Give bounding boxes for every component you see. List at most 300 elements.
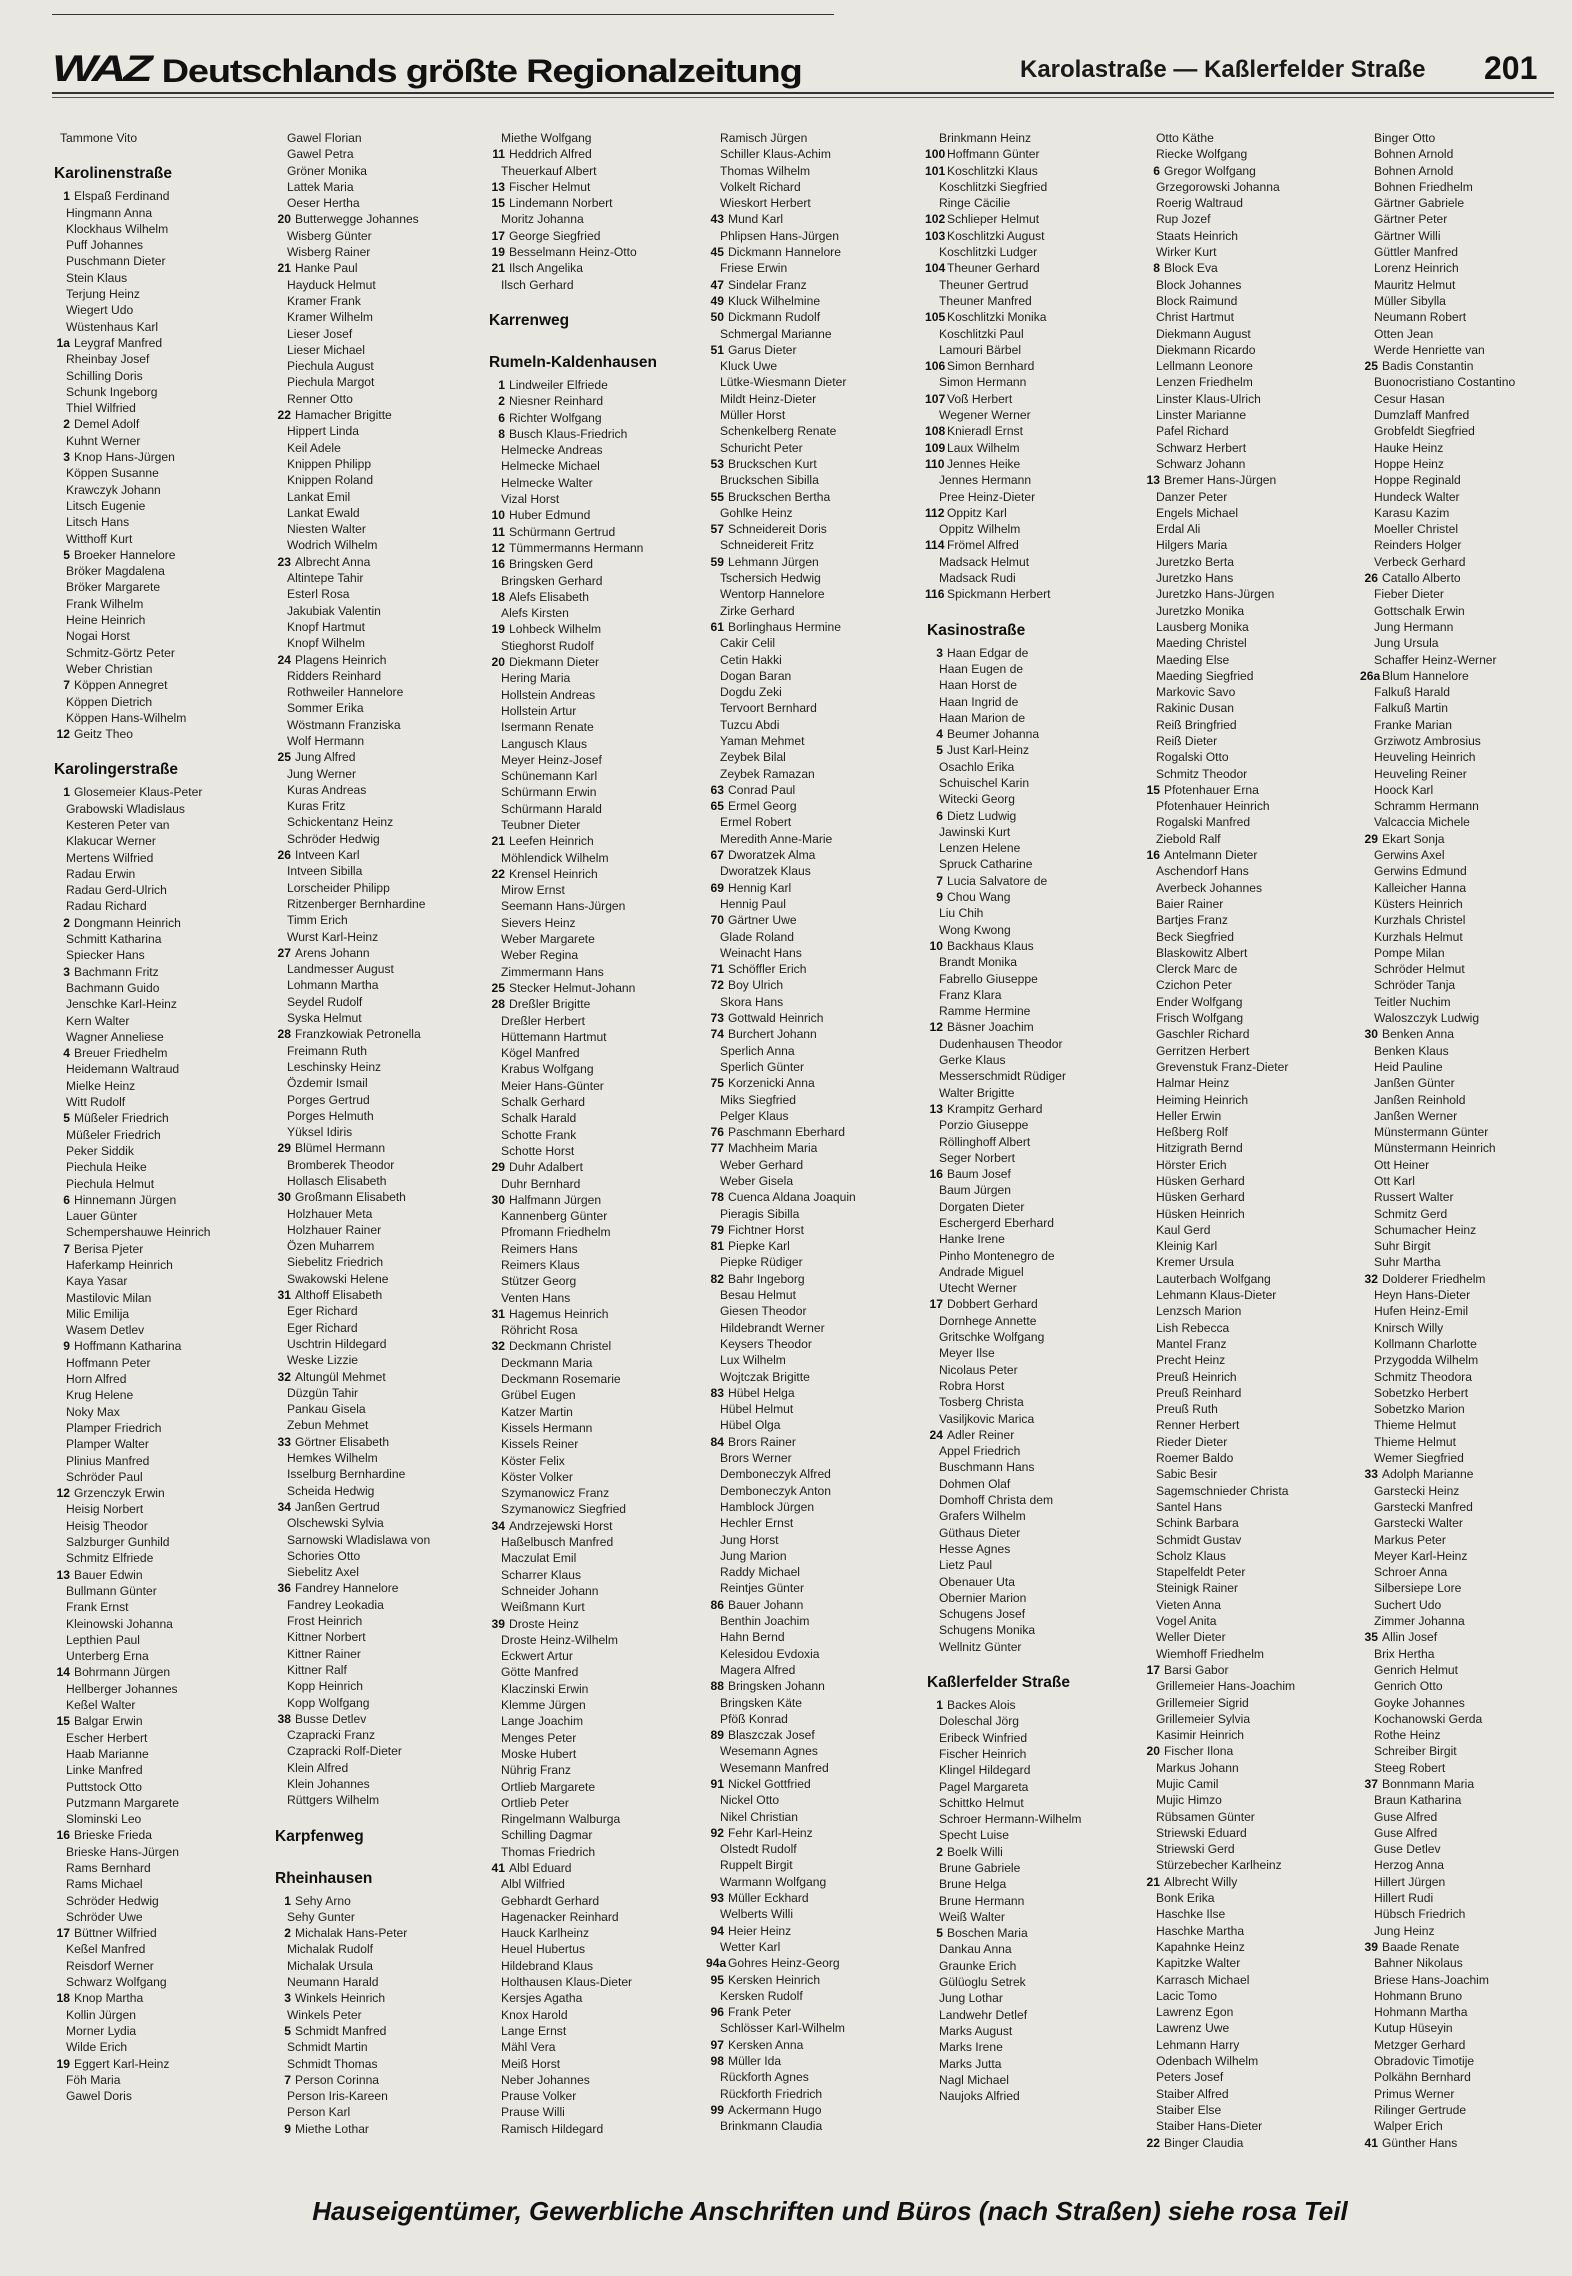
resident-entry	[706, 423, 911, 439]
resident-name: Hinnemann Jürgen	[74, 1192, 177, 1207]
resident-name: Haschke Ilse	[1156, 1907, 1226, 1922]
resident-entry	[706, 1939, 911, 1955]
resident-entry	[706, 603, 911, 619]
resident-entry	[487, 1811, 692, 1827]
resident-name: Lange Ernst	[501, 2023, 567, 2038]
resident-entry	[925, 163, 1130, 179]
resident-name: Deckmann Maria	[501, 1355, 593, 1370]
resident-entry	[706, 1809, 911, 1825]
resident-name: Briese Hans-Joachim	[1374, 1972, 1489, 1987]
resident-name: Frank Peter	[728, 2005, 792, 2020]
resident-entry	[1142, 1043, 1347, 1059]
resident-name: Morner Lydia	[66, 2023, 137, 2038]
resident-name: Haan Edgar de	[947, 645, 1029, 660]
resident-entry	[1360, 603, 1565, 619]
resident-entry	[487, 1713, 692, 1729]
street-range: Karolastraße — Kaßlerfelder Straße	[1020, 56, 1426, 83]
resident-name: Meier Hans-Günter	[501, 1078, 604, 1093]
resident-entry	[1142, 684, 1347, 700]
resident-entry	[706, 1466, 911, 1482]
resident-name: Spickmann Herbert	[947, 587, 1051, 602]
resident-entry	[52, 1159, 257, 1175]
resident-name: Syska Helmut	[287, 1011, 362, 1026]
resident-entry	[273, 1222, 478, 1238]
resident-name: Madsack Helmut	[939, 554, 1030, 569]
resident-name: Thieme Helmut	[1374, 1418, 1456, 1433]
resident-name: Glade Roland	[720, 929, 794, 944]
resident-entry	[706, 1124, 911, 1140]
resident-entry	[1142, 1695, 1347, 1711]
resident-name: Blümel Hermann	[295, 1141, 386, 1156]
resident-name: Nikel Christian	[720, 1809, 798, 1824]
resident-entry	[487, 393, 692, 409]
resident-name: Bringsken Käte	[720, 1695, 803, 1710]
house-number: 5	[63, 1111, 70, 1126]
resident-entry	[1360, 2135, 1565, 2151]
resident-entry	[273, 1760, 478, 1776]
house-number: 13	[491, 179, 505, 194]
house-number: 29	[277, 1141, 291, 1156]
resident-entry	[1360, 309, 1565, 325]
resident-name: Hauke Heinz	[1374, 440, 1444, 455]
resident-name: Holzhauer Rainer	[287, 1222, 382, 1237]
resident-name: Hundeck Walter	[1374, 489, 1460, 504]
resident-entry	[487, 377, 692, 393]
resident-name: Juretzko Monika	[1156, 603, 1245, 618]
resident-name: Riecke Wolfgang	[1156, 147, 1248, 162]
resident-entry	[487, 1176, 692, 1192]
resident-entry	[1360, 326, 1565, 342]
resident-name: Hohmann Bruno	[1374, 1988, 1463, 2003]
resident-entry	[273, 1662, 478, 1678]
resident-name: Franzkowiak Petronella	[295, 1027, 421, 1042]
resident-entry	[273, 1026, 478, 1042]
resident-name: Schreiber Birgit	[1374, 1744, 1457, 1759]
resident-name: Alefs Kirsten	[501, 606, 569, 621]
resident-entry	[273, 717, 478, 733]
resident-entry	[273, 326, 478, 342]
resident-name: Heid Pauline	[1374, 1059, 1443, 1074]
house-number: 25	[277, 750, 291, 765]
resident-name: Gerke Klaus	[939, 1053, 1006, 1068]
resident-entry	[925, 954, 1130, 970]
resident-name: Neber Johannes	[501, 2072, 590, 2087]
resident-entry	[706, 1515, 911, 1531]
resident-name: Klaczinski Erwin	[501, 1681, 589, 1696]
resident-name: Schumacher Heinz	[1374, 1222, 1477, 1237]
resident-name: Weber Regina	[501, 948, 579, 963]
street-heading: Kasinostraße	[927, 621, 1026, 639]
resident-entry	[487, 996, 692, 1012]
resident-name: Unterberg Erna	[66, 1649, 149, 1664]
resident-name: Kopp Wolfgang	[287, 1695, 370, 1710]
house-number: 6	[498, 410, 505, 425]
resident-entry	[706, 244, 911, 260]
resident-name: Steinigk Rainer	[1156, 1581, 1239, 1596]
resident-name: Bahr Ingeborg	[728, 1271, 805, 1286]
resident-entry	[487, 1730, 692, 1746]
resident-entry	[1142, 766, 1347, 782]
resident-name: Lepthien Paul	[66, 1632, 140, 1647]
street-heading: Karolinenstraße	[54, 165, 173, 183]
resident-entry	[1142, 195, 1347, 211]
resident-name: Beumer Johanna	[947, 727, 1040, 742]
resident-name: Busse Detlev	[295, 1711, 367, 1726]
resident-name: Scharrer Klaus	[501, 1567, 581, 1582]
resident-entry	[273, 1059, 478, 1075]
resident-entry	[925, 1378, 1130, 1394]
resident-entry	[1142, 358, 1347, 374]
resident-name: Striewski Eduard	[1156, 1825, 1247, 1840]
resident-name: Helmecke Andreas	[501, 443, 603, 458]
resident-entry	[273, 1287, 478, 1303]
resident-name: Koschlitzki Klaus	[947, 163, 1038, 178]
resident-entry	[925, 1795, 1130, 1811]
resident-name: Jakubiak Valentin	[287, 603, 381, 618]
resident-entry	[487, 621, 692, 637]
resident-name: Elspaß Ferdinand	[74, 189, 170, 204]
resident-name: Brieske Frieda	[74, 1828, 152, 1843]
resident-name: Antelmann Dieter	[1164, 848, 1258, 863]
resident-name: Lehmann Harry	[1156, 2037, 1240, 2052]
resident-name: Hamacher Brigitte	[295, 408, 392, 423]
resident-name: Wellnitz Günter	[939, 1639, 1022, 1654]
resident-name: Hanke Irene	[939, 1232, 1005, 1247]
resident-entry	[706, 1222, 911, 1238]
resident-name: Altintepe Tahir	[287, 571, 364, 586]
resident-entry	[52, 817, 257, 833]
resident-entry	[925, 1199, 1130, 1215]
resident-entry	[487, 1436, 692, 1452]
resident-name: Wiemhoff Friedhelm	[1156, 1646, 1264, 1661]
resident-name: Kersjes Agatha	[501, 1991, 583, 2006]
house-number: 63	[710, 782, 724, 797]
resident-name: Piepke Karl	[728, 1239, 790, 1254]
resident-name: Gohlke Heinz	[720, 505, 793, 520]
resident-name: Weiß Walter	[939, 1909, 1005, 1924]
resident-name: Stapelfeldt Peter	[1156, 1565, 1246, 1580]
resident-name: Striewski Gerd	[1156, 1842, 1235, 1857]
resident-entry	[52, 465, 257, 481]
resident-entry	[1142, 1629, 1347, 1645]
resident-name: Linke Manfred	[66, 1763, 143, 1778]
resident-name: Schröder Uwe	[66, 1909, 143, 1924]
resident-name: Wiegert Udo	[66, 303, 134, 318]
resident-name: Stecker Helmut-Johann	[509, 980, 636, 995]
house-number: 29	[1364, 831, 1378, 846]
resident-name: Pelger Klaus	[720, 1108, 789, 1123]
resident-name: Christ Hartmut	[1156, 310, 1234, 325]
resident-name: Ridders Reinhard	[287, 668, 382, 683]
house-number: 61	[710, 619, 724, 634]
resident-entry	[706, 1857, 911, 1873]
resident-entry	[1142, 586, 1347, 602]
resident-name: Wesemann Manfred	[720, 1760, 829, 1775]
resident-name: Schürmann Erwin	[501, 785, 597, 800]
resident-name: Fischer Ilona	[1164, 1744, 1234, 1759]
resident-entry	[1142, 1890, 1347, 1906]
resident-entry	[925, 277, 1130, 293]
resident-name: Lauterbach Wolfgang	[1156, 1271, 1271, 1286]
street-heading: Kaßlerfelder Straße	[927, 1674, 1070, 1692]
resident-entry	[706, 2118, 911, 2134]
house-number: 39	[491, 1616, 505, 1631]
resident-name: Kesteren Peter van	[66, 817, 170, 832]
resident-entry	[1142, 1336, 1347, 1352]
resident-entry	[1360, 1287, 1565, 1303]
resident-name: Karrasch Michael	[1156, 1972, 1250, 1987]
resident-entry	[487, 1029, 692, 1045]
resident-entry	[925, 645, 1130, 661]
resident-entry	[1360, 961, 1565, 977]
resident-name: Tschersich Hedwig	[720, 571, 821, 586]
resident-name: Geitz Theo	[74, 727, 133, 742]
masthead	[52, 28, 852, 88]
resident-name: Swakowski Helene	[287, 1271, 389, 1286]
resident-name: Rams Michael	[66, 1877, 143, 1892]
resident-entry	[273, 2104, 478, 2120]
resident-entry	[52, 1762, 257, 1778]
resident-entry	[1142, 749, 1347, 765]
resident-name: Markus Peter	[1374, 1532, 1446, 1547]
resident-entry	[52, 1779, 257, 1795]
resident-entry	[1142, 228, 1347, 244]
resident-entry	[706, 1580, 911, 1596]
resident-name: Hüsken Gerhard	[1156, 1190, 1245, 1205]
resident-entry	[706, 2053, 911, 2069]
resident-name: Weber Gisela	[720, 1174, 794, 1188]
resident-entry	[52, 915, 257, 931]
resident-name: Rothweiler Hannelore	[287, 685, 404, 700]
resident-entry	[1142, 652, 1347, 668]
resident-entry	[706, 1629, 911, 1645]
resident-name: Eger Richard	[287, 1320, 358, 1335]
resident-entry	[52, 1143, 257, 1159]
resident-entry	[487, 1469, 692, 1485]
resident-entry	[1142, 1776, 1347, 1792]
resident-entry	[706, 1043, 911, 1059]
resident-entry	[706, 472, 911, 488]
resident-name: Hagemus Heinrich	[509, 1306, 609, 1321]
resident-name: Robra Horst	[939, 1378, 1005, 1393]
resident-entry	[273, 896, 478, 912]
resident-entry	[925, 1476, 1130, 1492]
resident-name: Hoppe Reginald	[1374, 473, 1461, 488]
resident-name: Thomas Friedrich	[501, 1844, 596, 1859]
resident-name: Ermel Georg	[728, 799, 797, 814]
resident-name: Roerig Waltraud	[1156, 196, 1243, 211]
house-number: 45	[710, 245, 724, 260]
resident-name: Koschlitzki August	[947, 228, 1045, 243]
resident-name: Nührig Franz	[501, 1763, 571, 1778]
resident-name: Schmidt Gustav	[1156, 1532, 1242, 1547]
resident-entry	[706, 1776, 911, 1792]
resident-entry	[273, 1629, 478, 1645]
resident-name: Müßeler Friedrich	[74, 1111, 169, 1126]
house-number: 5	[63, 547, 70, 562]
resident-name: Kleinowski Johanna	[66, 1616, 173, 1631]
house-number: 17	[929, 1297, 943, 1312]
resident-name: Jung Horst	[720, 1532, 779, 1547]
house-number: 10	[929, 938, 943, 953]
resident-entry	[487, 1648, 692, 1664]
resident-name: Meredith Anne-Marie	[720, 831, 833, 846]
resident-entry	[706, 2004, 911, 2020]
resident-entry	[1360, 391, 1565, 407]
house-number: 97	[710, 2037, 724, 2052]
resident-name: Russert Walter	[1374, 1190, 1454, 1205]
resident-name: Haab Marianne	[66, 1746, 149, 1761]
resident-name: Moeller Christel	[1374, 522, 1459, 537]
resident-entry	[925, 260, 1130, 276]
resident-name: Kleinig Karl	[1156, 1239, 1218, 1254]
resident-entry	[52, 947, 257, 963]
resident-name: Zebun Mehmet	[287, 1418, 369, 1433]
resident-entry	[1360, 407, 1565, 423]
resident-name: Ender Wolfgang	[1156, 994, 1243, 1009]
house-number: 65	[710, 799, 724, 814]
resident-name: Backes Alois	[947, 1698, 1016, 1713]
resident-entry	[1142, 1189, 1347, 1205]
resident-name: Jung Alfred	[295, 750, 356, 765]
resident-entry	[273, 1254, 478, 1270]
resident-name: Braun Katharina	[1374, 1793, 1462, 1808]
resident-entry	[1142, 1923, 1347, 1939]
resident-entry	[273, 1678, 478, 1694]
resident-entry	[1360, 1988, 1565, 2004]
resident-entry	[1142, 1417, 1347, 1433]
resident-name: Wöstmann Franziska	[287, 717, 401, 732]
resident-entry	[925, 391, 1130, 407]
house-number: 22	[1146, 2135, 1160, 2150]
resident-entry	[706, 456, 911, 472]
resident-name: Schmergal Marianne	[720, 326, 832, 341]
resident-name: Heisig Theodor	[66, 1518, 148, 1533]
resident-name: Franke Marian	[1374, 717, 1452, 732]
resident-entry	[706, 1597, 911, 1613]
resident-entry	[1142, 1613, 1347, 1629]
resident-entry	[273, 2072, 478, 2088]
resident-name: Grübel Eugen	[501, 1388, 576, 1403]
resident-entry	[273, 1385, 478, 1401]
house-number: 11	[492, 524, 505, 539]
resident-entry	[52, 1306, 257, 1322]
resident-entry	[925, 244, 1130, 260]
resident-entry	[925, 1941, 1130, 1957]
resident-name: Gritschke Wolfgang	[939, 1330, 1045, 1345]
resident-entry	[925, 840, 1130, 856]
resident-name: Sobetzko Marion	[1374, 1402, 1465, 1417]
resident-name: Baier Rainer	[1156, 896, 1224, 911]
resident-name: Wemer Siegfried	[1374, 1451, 1464, 1466]
resident-name: Schittko Helmut	[939, 1795, 1024, 1810]
resident-name: Halmar Heinz	[1156, 1076, 1230, 1091]
resident-name: Czichon Peter	[1156, 978, 1232, 993]
resident-entry	[273, 945, 478, 961]
resident-entry	[1142, 163, 1347, 179]
resident-entry	[1360, 1385, 1565, 1401]
resident-name: Niesner Reinhard	[509, 394, 604, 409]
resident-entry	[273, 1336, 478, 1352]
resident-name: Ott Karl	[1374, 1174, 1415, 1188]
resident-entry	[1142, 407, 1347, 423]
resident-name: Gawel Petra	[287, 147, 354, 162]
house-number: 16	[929, 1167, 943, 1182]
resident-entry	[487, 410, 692, 426]
resident-entry	[273, 603, 478, 619]
resident-entry	[706, 863, 911, 879]
resident-entry	[1142, 1532, 1347, 1548]
resident-name: Kersken Anna	[728, 2037, 804, 2052]
resident-entry	[487, 1876, 692, 1892]
resident-name: Schröder Helmut	[1374, 962, 1465, 977]
resident-entry	[1142, 1499, 1347, 1515]
resident-entry	[1360, 244, 1565, 260]
resident-entry	[706, 2086, 911, 2102]
resident-entry	[925, 1215, 1130, 1231]
resident-entry	[52, 1290, 257, 1306]
resident-name: Alefs Elisabeth	[509, 589, 589, 604]
resident-entry	[925, 1003, 1130, 1019]
resident-entry	[487, 1990, 692, 2006]
resident-entry	[52, 130, 257, 146]
house-number: 39	[1364, 1939, 1378, 1954]
resident-entry	[52, 1730, 257, 1746]
resident-name: Lellmann Leonore	[1156, 359, 1253, 374]
resident-name: Andrzejewski Horst	[509, 1518, 613, 1533]
resident-name: Kochanowski Gerda	[1374, 1711, 1483, 1726]
resident-entry	[925, 694, 1130, 710]
resident-entry	[52, 964, 257, 980]
resident-entry	[1360, 1026, 1565, 1042]
resident-entry	[1360, 1580, 1565, 1596]
resident-entry	[487, 1681, 692, 1697]
resident-name: Domhoff Christa dem	[939, 1493, 1054, 1508]
resident-entry	[925, 677, 1130, 693]
resident-entry	[487, 2023, 692, 2039]
resident-entry	[273, 1613, 478, 1629]
resident-name: Hollasch Elisabeth	[287, 1174, 387, 1188]
resident-entry	[925, 2007, 1130, 2023]
house-number: 102	[925, 212, 946, 227]
resident-entry	[1360, 2118, 1565, 2134]
resident-name: Binger Otto	[1374, 131, 1436, 145]
resident-entry	[52, 1404, 257, 1420]
street-heading: Karrenweg	[489, 311, 570, 329]
resident-entry	[487, 638, 692, 654]
resident-entry	[52, 866, 257, 882]
house-number: 30	[491, 1192, 505, 1207]
house-number: 108	[925, 424, 946, 439]
resident-name: Kittner Ralf	[287, 1662, 347, 1677]
resident-entry	[1360, 1678, 1565, 1694]
resident-name: Brinkmann Claudia	[720, 2119, 823, 2134]
resident-name: Piepke Rüdiger	[720, 1255, 803, 1270]
resident-name: Otto Käthe	[1156, 131, 1214, 145]
resident-name: Uschtrin Hildegard	[287, 1336, 387, 1351]
resident-entry	[706, 1532, 911, 1548]
resident-entry	[925, 1248, 1130, 1264]
house-number: 28	[491, 997, 505, 1012]
resident-name: Schotte Frank	[501, 1127, 577, 1142]
resident-entry	[706, 1401, 911, 1417]
resident-entry	[925, 1779, 1130, 1795]
resident-entry	[487, 670, 692, 686]
house-number: 22	[491, 866, 505, 881]
resident-name: Sagemschnieder Christa	[1156, 1483, 1289, 1498]
resident-entry	[925, 661, 1130, 677]
house-number: 72	[710, 978, 724, 993]
